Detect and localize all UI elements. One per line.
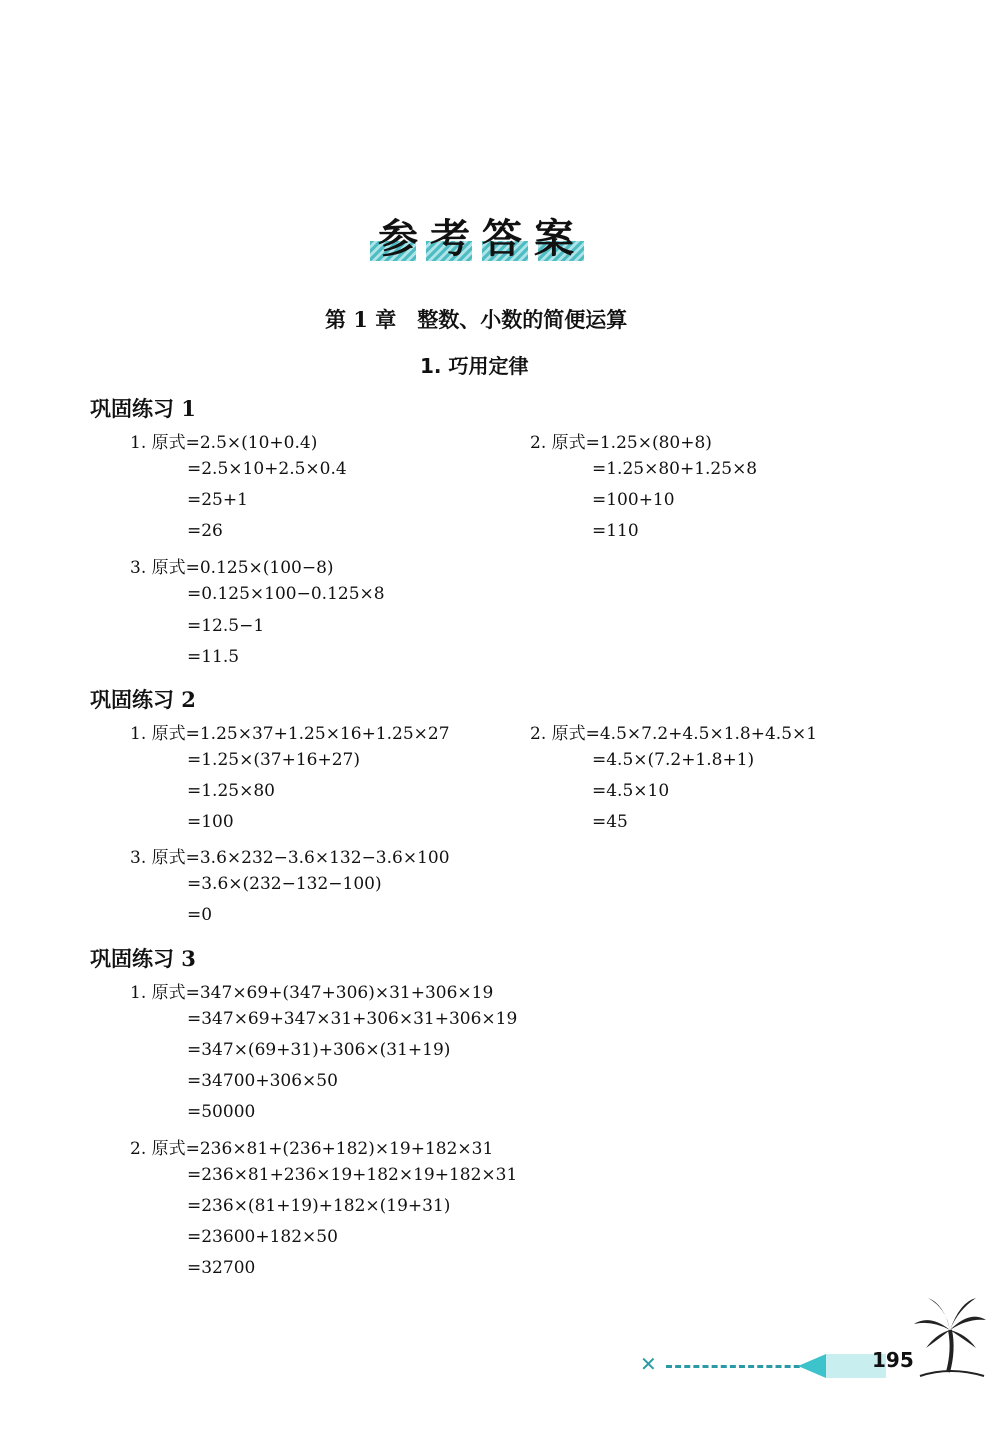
equation-line: =11.5: [187, 647, 240, 667]
equation-line: =32700: [187, 1258, 256, 1278]
dashed-divider: [666, 1365, 818, 1368]
equation-line: =0: [187, 905, 213, 925]
exercise-heading: 巩固练习 1: [90, 396, 196, 421]
equation-line: =26: [187, 521, 223, 541]
equation-line: =25+1: [187, 490, 248, 510]
equation-line: 1. 原式=2.5×(10+0.4): [130, 433, 318, 453]
equation-line: 2. 原式=4.5×7.2+4.5×1.8+4.5×1: [530, 724, 818, 744]
equation-line: =236×81+236×19+182×19+182×31: [187, 1165, 518, 1185]
title-block: [370, 205, 590, 275]
section-heading: 1. 巧用定律: [420, 354, 529, 378]
equation-line: =45: [592, 812, 628, 832]
equation-line: =100+10: [592, 490, 675, 510]
equation-line: =110: [592, 521, 639, 541]
exercise-heading: 巩固练习 3: [90, 946, 196, 971]
equation-line: =23600+182×50: [187, 1227, 338, 1247]
equation-line: =347×(69+31)+306×(31+19): [187, 1040, 451, 1060]
exercise-heading: 巩固练习 2: [90, 687, 196, 712]
page-footer: [640, 1330, 1000, 1429]
equation-line: =34700+306×50: [187, 1071, 338, 1091]
equation-line: 2. 原式=1.25×(80+8): [530, 433, 712, 453]
equation-line: =1.25×80: [187, 781, 275, 801]
equation-line: =12.5−1: [187, 616, 265, 636]
page-title: 参考答案: [378, 216, 586, 262]
equation-line: =236×(81+19)+182×(19+31): [187, 1196, 451, 1216]
equation-line: =50000: [187, 1102, 256, 1122]
chapter-heading: 第 1 章 整数、小数的简便运算: [325, 307, 628, 332]
equation-line: =1.25×(37+16+27): [187, 750, 360, 770]
equation-line: 1. 原式=1.25×37+1.25×16+1.25×27: [130, 724, 450, 744]
equation-line: =4.5×(7.2+1.8+1): [592, 750, 755, 770]
equation-line: 2. 原式=236×81+(236+182)×19+182×31: [130, 1139, 494, 1159]
equation-line: =3.6×(232−132−100): [187, 874, 382, 894]
equation-line: 3. 原式=0.125×(100−8): [130, 558, 334, 578]
equation-line: =100: [187, 812, 234, 832]
equation-line: 3. 原式=3.6×232−3.6×132−3.6×100: [130, 848, 450, 868]
equation-line: =2.5×10+2.5×0.4: [187, 459, 347, 479]
equation-line: =4.5×10: [592, 781, 670, 801]
palm-tree-icon: [910, 1290, 990, 1380]
equation-line: =347×69+347×31+306×31+306×19: [187, 1009, 518, 1029]
page-number: 195: [872, 1348, 914, 1372]
equation-line: =0.125×100−0.125×8: [187, 584, 385, 604]
equation-line: =1.25×80+1.25×8: [592, 459, 758, 479]
arrow-left-icon: [798, 1354, 826, 1378]
cross-icon: ✕: [640, 1352, 657, 1376]
equation-line: 1. 原式=347×69+(347+306)×31+306×19: [130, 983, 494, 1003]
